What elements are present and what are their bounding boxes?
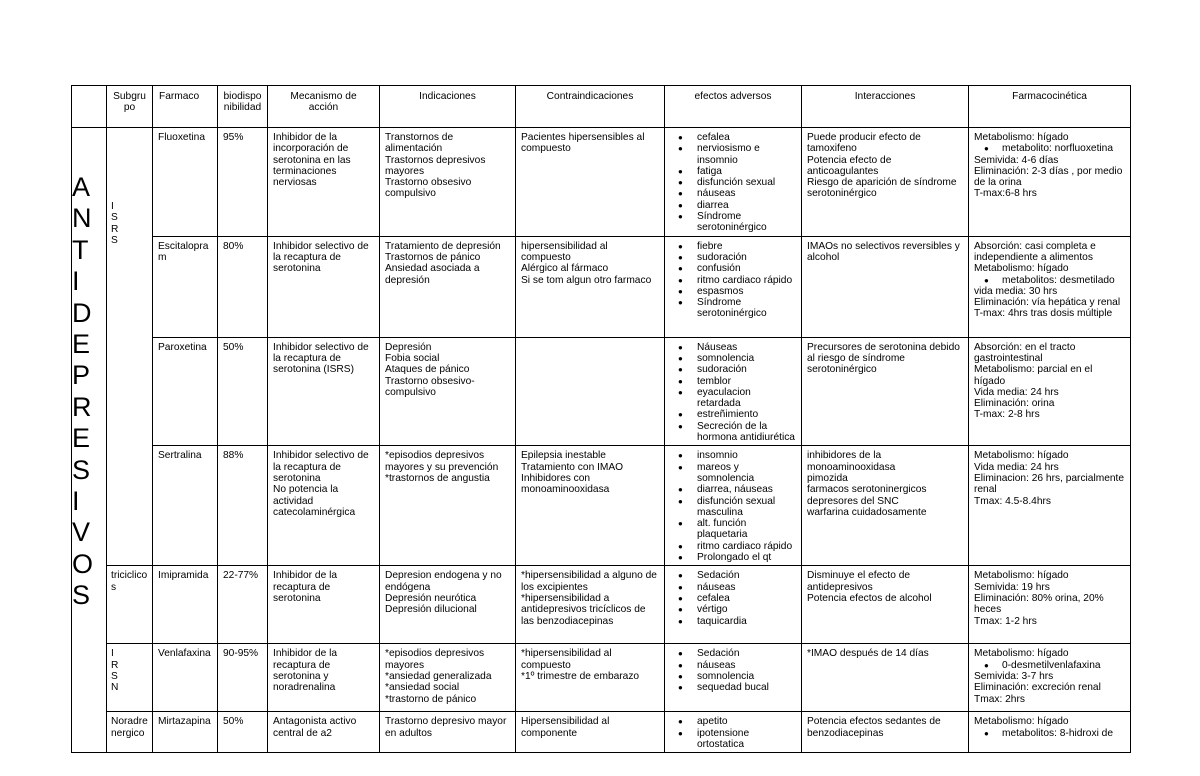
cell-line: Alérgico al fármaco (521, 263, 609, 275)
header-farmaco: Farmaco (153, 86, 218, 128)
cell-line: Inhibidor de la recaptura de serotonina y noradrenalina (273, 648, 338, 694)
cell-line: Tmax: 1-2 hrs (974, 615, 1037, 627)
list-item: ● sudoración (670, 364, 796, 375)
list-item: ● temblor (670, 376, 796, 387)
cell-line: Semivida: 4-6 días (974, 154, 1059, 166)
cell-line: Metabolismo: hígado (974, 570, 1069, 582)
cell-line: Potencia efectos sedantes de benzodiacepinas (807, 716, 941, 739)
row-sertralina (72, 446, 1131, 566)
cell-line: *trastorno de pánico (385, 693, 477, 705)
cell-line: Disminuye el efecto de antidepresivos (807, 570, 911, 593)
list-item: ● fatiga (670, 166, 796, 177)
indicaciones-cell (380, 712, 516, 753)
bio-cell: 95% (218, 128, 268, 237)
list-item: ● somnolencia (670, 353, 796, 364)
list-item: ● vértigo (670, 604, 796, 615)
bio-cell: 50% (218, 712, 268, 753)
bullet-list (670, 342, 796, 444)
row-fluoxetina (72, 128, 1131, 237)
cell-line: Absorción: en el tracto gastrointestinal (974, 341, 1076, 364)
cell-line: Ansiedad asociada a depresión (385, 263, 480, 286)
contra-cell (516, 566, 665, 644)
cell-line: Eliminación: 80% orina, 20% heces (974, 592, 1104, 616)
indicaciones-cell (380, 566, 516, 644)
indicaciones-cell (380, 128, 516, 237)
bullet-list (974, 728, 1125, 739)
interacciones-cell (802, 446, 969, 566)
cell-line: Trastornos de pánico (385, 251, 481, 263)
cell-line: *trastornos de angustia (385, 472, 490, 484)
bio-cell: 50% (218, 337, 268, 446)
cell-line: Depresión neurótica (385, 592, 477, 604)
cell-line: Trastorno obsesivo compulsivo (385, 177, 472, 200)
list-item: ● cefalea (670, 593, 796, 604)
bio-cell: 90-95% (218, 644, 268, 712)
efectos-cell (665, 566, 802, 644)
cell-line: Tmax: 4.5-8.4hrs (974, 495, 1051, 507)
list-item: ● sequedad bucal (670, 682, 796, 693)
mecanismo-cell (268, 446, 380, 566)
cell-line: T-max:6-8 hrs (974, 188, 1037, 200)
list-item: ● náuseas (670, 188, 796, 199)
cell-line: Tmax: 2hrs (974, 693, 1025, 705)
farmaco-cell (153, 446, 218, 566)
list-item: ● sudoración (670, 252, 796, 263)
farmacocinetica-cell (969, 566, 1131, 644)
subgroup-noradrenergico: Noradre nergico (107, 712, 153, 753)
cell-line: *ansiedad social (385, 682, 460, 694)
cell-line: Mirtazapina (158, 716, 211, 728)
cell-line: Inhibidor de la recaptura de serotonina (273, 570, 338, 604)
header-indicaciones: Indicaciones (380, 86, 516, 128)
cell-line: Inhibidores con monoaminooxidasa (521, 472, 610, 496)
cell-line: depresores del SNC (807, 495, 899, 507)
cell-line: pimozida (807, 472, 848, 484)
cell-line: IMAOs no selectivos reversibles y alcohol (807, 240, 960, 263)
indicaciones-cell (380, 644, 516, 712)
contra-cell (516, 337, 665, 446)
row-imipramida (72, 566, 1131, 644)
row-paroxetina (72, 337, 1131, 446)
cell-line: Inhibidor selectivo de la recaptura de serotonina (ISRS) (273, 341, 369, 376)
indicaciones-cell (380, 236, 516, 337)
cell-line: Depresion endogena y no endógena (385, 570, 502, 593)
cell-line: Pacientes hipersensibles al compuesto (521, 132, 645, 155)
efectos-cell (665, 236, 802, 337)
interacciones-cell (802, 337, 969, 446)
list-item: ● disfunción sexual masculina (670, 496, 796, 519)
list-item: ● ritmo cardiaco rápido (670, 541, 796, 552)
bullet-list (670, 648, 796, 693)
interacciones-cell (802, 236, 969, 337)
list-item: ● espasmos (670, 286, 796, 297)
interacciones-cell (802, 644, 969, 712)
cell-line: Metabolismo: hígado (974, 648, 1069, 660)
list-item: ● apetito (670, 716, 796, 727)
cell-line: Si se tom algun otro farmaco (521, 274, 652, 286)
header-row (72, 86, 1131, 128)
subgroup-isrs: I S R S (107, 128, 153, 566)
cell-line: T-max: 4hrs tras dosis múltiple (974, 308, 1113, 320)
bullet-list (670, 450, 796, 563)
farmacocinetica-cell (969, 446, 1131, 566)
mecanismo-cell (268, 712, 380, 753)
cell-line: Ataques de pánico (385, 364, 470, 376)
cell-line: Tratamiento con IMAO (521, 461, 624, 473)
cell-line: Trastorno depresivo mayor en adultos (385, 716, 507, 739)
contra-cell (516, 644, 665, 712)
bio-cell: 22-77% (218, 566, 268, 644)
cell-line: Semivida: 19 hrs (974, 581, 1050, 593)
header-biodisponibilidad: biodispo nibilidad (218, 86, 268, 128)
list-item: ● Prolongado el qt (670, 552, 796, 563)
farmacocinetica-cell (969, 128, 1131, 237)
list-item: ● ipotensione ortostatica (670, 728, 796, 751)
cell-line: Metabolismo: hígado (974, 716, 1069, 728)
mecanismo-cell (268, 566, 380, 644)
cell-line: Riesgo de aparición de síndrome serotoninérgico (807, 177, 957, 200)
vertical-title: A N T I D E P R E S I V O S (72, 128, 107, 753)
cell-line: Sertralina (158, 450, 202, 462)
cell-line: Eliminación: excreción renal (974, 682, 1101, 694)
list-item: ● metabolito: norfluoxetina (974, 143, 1125, 154)
cell-line: Paroxetina (158, 341, 207, 353)
cell-line: *episodios depresivos mayores (385, 648, 485, 671)
bio-cell: 80% (218, 236, 268, 337)
cell-line: Metabolismo: hígado (974, 132, 1069, 143)
efectos-cell (665, 644, 802, 712)
cell-line: Imipramida (158, 570, 209, 582)
list-item: ● confusión (670, 263, 796, 274)
row-escitalopram (72, 236, 1131, 337)
bio-cell: 88% (218, 446, 268, 566)
farmaco-cell (153, 236, 218, 337)
mecanismo-cell (268, 236, 380, 337)
cell-line: Eliminación: vía hepática y renal (974, 297, 1121, 309)
cell-line: Vida media: 24 hrs (974, 461, 1059, 473)
bullet-list (670, 241, 796, 320)
cell-line: inhibidores de la monoaminooxidasa (807, 450, 896, 473)
cell-line: Escitalopra (158, 240, 209, 252)
list-item: ● náuseas (670, 582, 796, 593)
cell-line: vida media: 30 hrs (974, 285, 1058, 297)
cell-line: *ansiedad generalizada (385, 670, 492, 682)
cell-line: Metabolismo: parcial en el hígado (974, 364, 1093, 387)
cell-line: farmacos serotoninergicos (807, 484, 927, 496)
efectos-cell (665, 128, 802, 237)
list-item: ● nerviosismo e insomnio (670, 143, 796, 166)
cell-line: No potencia la actividad catecolaminérgica (273, 484, 356, 518)
cell-line: Metabolismo: hígado (974, 450, 1069, 462)
cell-line: Puede producir efecto de tamoxifeno (807, 132, 921, 155)
list-item: ● somnolencia (670, 671, 796, 682)
list-item: ● 0-desmetilvenlafaxina (974, 660, 1125, 671)
cell-line: *hipersensibilidad al compuesto (521, 648, 612, 671)
list-item: ● diarrea (670, 200, 796, 211)
header-interacciones: Interacciones (802, 86, 969, 128)
list-item: ● Náuseas (670, 342, 796, 353)
header-contraindicaciones: Contraindicaciones (516, 86, 665, 128)
cell-line: Metabolismo: hígado (974, 263, 1069, 275)
bullet-list (670, 716, 796, 750)
list-item: ● alt. función plaquetaria (670, 518, 796, 541)
subgroup-irsn: I R S N (107, 644, 153, 712)
list-item: ● ritmo cardiaco rápido (670, 275, 796, 286)
header-subgrupo: Subgru po (107, 86, 153, 128)
farmaco-cell (153, 128, 218, 237)
interacciones-cell (802, 566, 969, 644)
interacciones-cell (802, 128, 969, 237)
cell-line: warfarina cuidadosamente (807, 506, 927, 518)
list-item: ● fiebre (670, 241, 796, 252)
farmacocinetica-cell (969, 236, 1131, 337)
list-item: ● cefalea (670, 132, 796, 143)
cell-line: Potencia efectos de alcohol (807, 592, 932, 604)
indicaciones-cell (380, 337, 516, 446)
row-venlafaxina (72, 644, 1131, 712)
list-item: ● Sedación (670, 570, 796, 581)
farmaco-cell (153, 566, 218, 644)
list-item: ● Síndrome serotoninérgico (670, 211, 796, 234)
farmacocinetica-cell (969, 712, 1131, 753)
cell-line: Transtornos de alimentación (385, 132, 454, 155)
list-item: ● náuseas (670, 660, 796, 671)
cell-line: m (158, 251, 167, 263)
cell-line: hipersensibilidad al compuesto (521, 240, 608, 263)
list-item: ● diarrea, náuseas (670, 484, 796, 495)
header-mecanismo: Mecanismo de acción (268, 86, 380, 128)
cell-line: Vida media: 24 hrs (974, 386, 1059, 398)
cell-line: *hipersensibilidad a antidepresivos tricíclicos de las benzodiacepinas (521, 592, 646, 627)
indicaciones-cell (380, 446, 516, 566)
cell-line: Trastorno obsesivo-compulsivo (385, 375, 475, 398)
cell-line: Depresión (385, 341, 432, 353)
bullet-list (670, 132, 796, 234)
list-item: ● disfunción sexual (670, 177, 796, 188)
efectos-cell (665, 446, 802, 566)
mecanismo-cell (268, 337, 380, 446)
farmacocinetica-cell (969, 644, 1131, 712)
cell-line: Semivida: 3-7 hrs (974, 670, 1054, 682)
farmaco-cell (153, 337, 218, 446)
farmacocinetica-cell (969, 337, 1131, 446)
cell-line: *episodios depresivos mayores y su prevención (385, 450, 499, 473)
cell-line: Inhibidor selectivo de la recaptura de serotonina (273, 240, 369, 275)
cell-line: *hipersensibilidad a alguno de los excipientes (521, 570, 657, 593)
contra-cell (516, 128, 665, 237)
cell-line: *1º trimestre de embarazo (521, 670, 640, 682)
bullet-list (670, 570, 796, 626)
cell-line: Precursores de serotonina debido al riesgo de síndrome serotoninérgico (807, 341, 960, 376)
list-item: ● mareos y somnolencia (670, 462, 796, 485)
cell-line: Antagonista activo central de a2 (273, 716, 357, 739)
header-farmacocinetica: Farmacocinética (969, 86, 1131, 128)
efectos-cell (665, 337, 802, 446)
list-item: ● estreñimiento (670, 409, 796, 420)
cell-line: Absorción: casi completa e independiente a alimentos (974, 240, 1096, 263)
farmaco-cell (153, 712, 218, 753)
list-item: ● metabolitos: desmetilado (974, 275, 1125, 286)
contra-cell (516, 446, 665, 566)
list-item: ● insomnio (670, 450, 796, 461)
mecanismo-cell (268, 644, 380, 712)
header-efectos-adversos: efectos adversos (665, 86, 802, 128)
list-item: ● Síndrome serotoninérgico (670, 297, 796, 320)
antidepresivos-table (71, 85, 1131, 753)
cell-line: Epilepsia inestable (521, 450, 606, 462)
cell-line: Tratamiento de depresión (385, 240, 501, 252)
cell-line: Fluoxetina (158, 132, 206, 143)
cell-line: Fobia social (385, 352, 440, 364)
list-item: ● Sedación (670, 648, 796, 659)
cell-line: Trastornos depresivos mayores (385, 154, 486, 177)
mecanismo-cell (268, 128, 380, 237)
list-item: ● eyaculacion retardada (670, 387, 796, 410)
header-title-cell (72, 86, 107, 128)
interacciones-cell (802, 712, 969, 753)
row-mirtazapina (72, 712, 1131, 753)
cell-line: Potencia efecto de anticoagulantes (807, 154, 892, 177)
cell-line: Hipersensibilidad al componente (521, 716, 610, 739)
subgroup-triciclicos: triciclico s (107, 566, 153, 644)
cell-line: Eliminación: 2-3 días , por medio de la orina (974, 165, 1123, 189)
farmaco-cell (153, 644, 218, 712)
list-item: ● taquicardia (670, 616, 796, 627)
cell-line: Eliminacion: 26 hrs, parcialmente renal (974, 472, 1125, 496)
list-item: ● metabolitos: 8-hidroxi de (974, 728, 1125, 739)
contra-cell (516, 236, 665, 337)
bullet-list (974, 275, 1125, 286)
bullet-list (974, 143, 1125, 154)
cell-line: Venlafaxina (158, 648, 211, 660)
list-item: ● Secreción de la hormona antidiurética (670, 421, 796, 444)
cell-line: *IMAO después de 14 días (807, 648, 929, 660)
cell-line: Inhibidor selectivo de la recaptura de serotonina (273, 450, 369, 484)
cell-line: Inhibidor de la incorporación de serotonina en las terminaciones nerviosas (273, 132, 351, 189)
cell-line: Eliminación: orina (974, 398, 1055, 410)
contra-cell (516, 712, 665, 753)
bullet-list (974, 660, 1125, 671)
efectos-cell (665, 712, 802, 753)
cell-line: T-max: 2-8 hrs (974, 409, 1040, 421)
cell-line: Depresión dilucional (385, 604, 477, 616)
